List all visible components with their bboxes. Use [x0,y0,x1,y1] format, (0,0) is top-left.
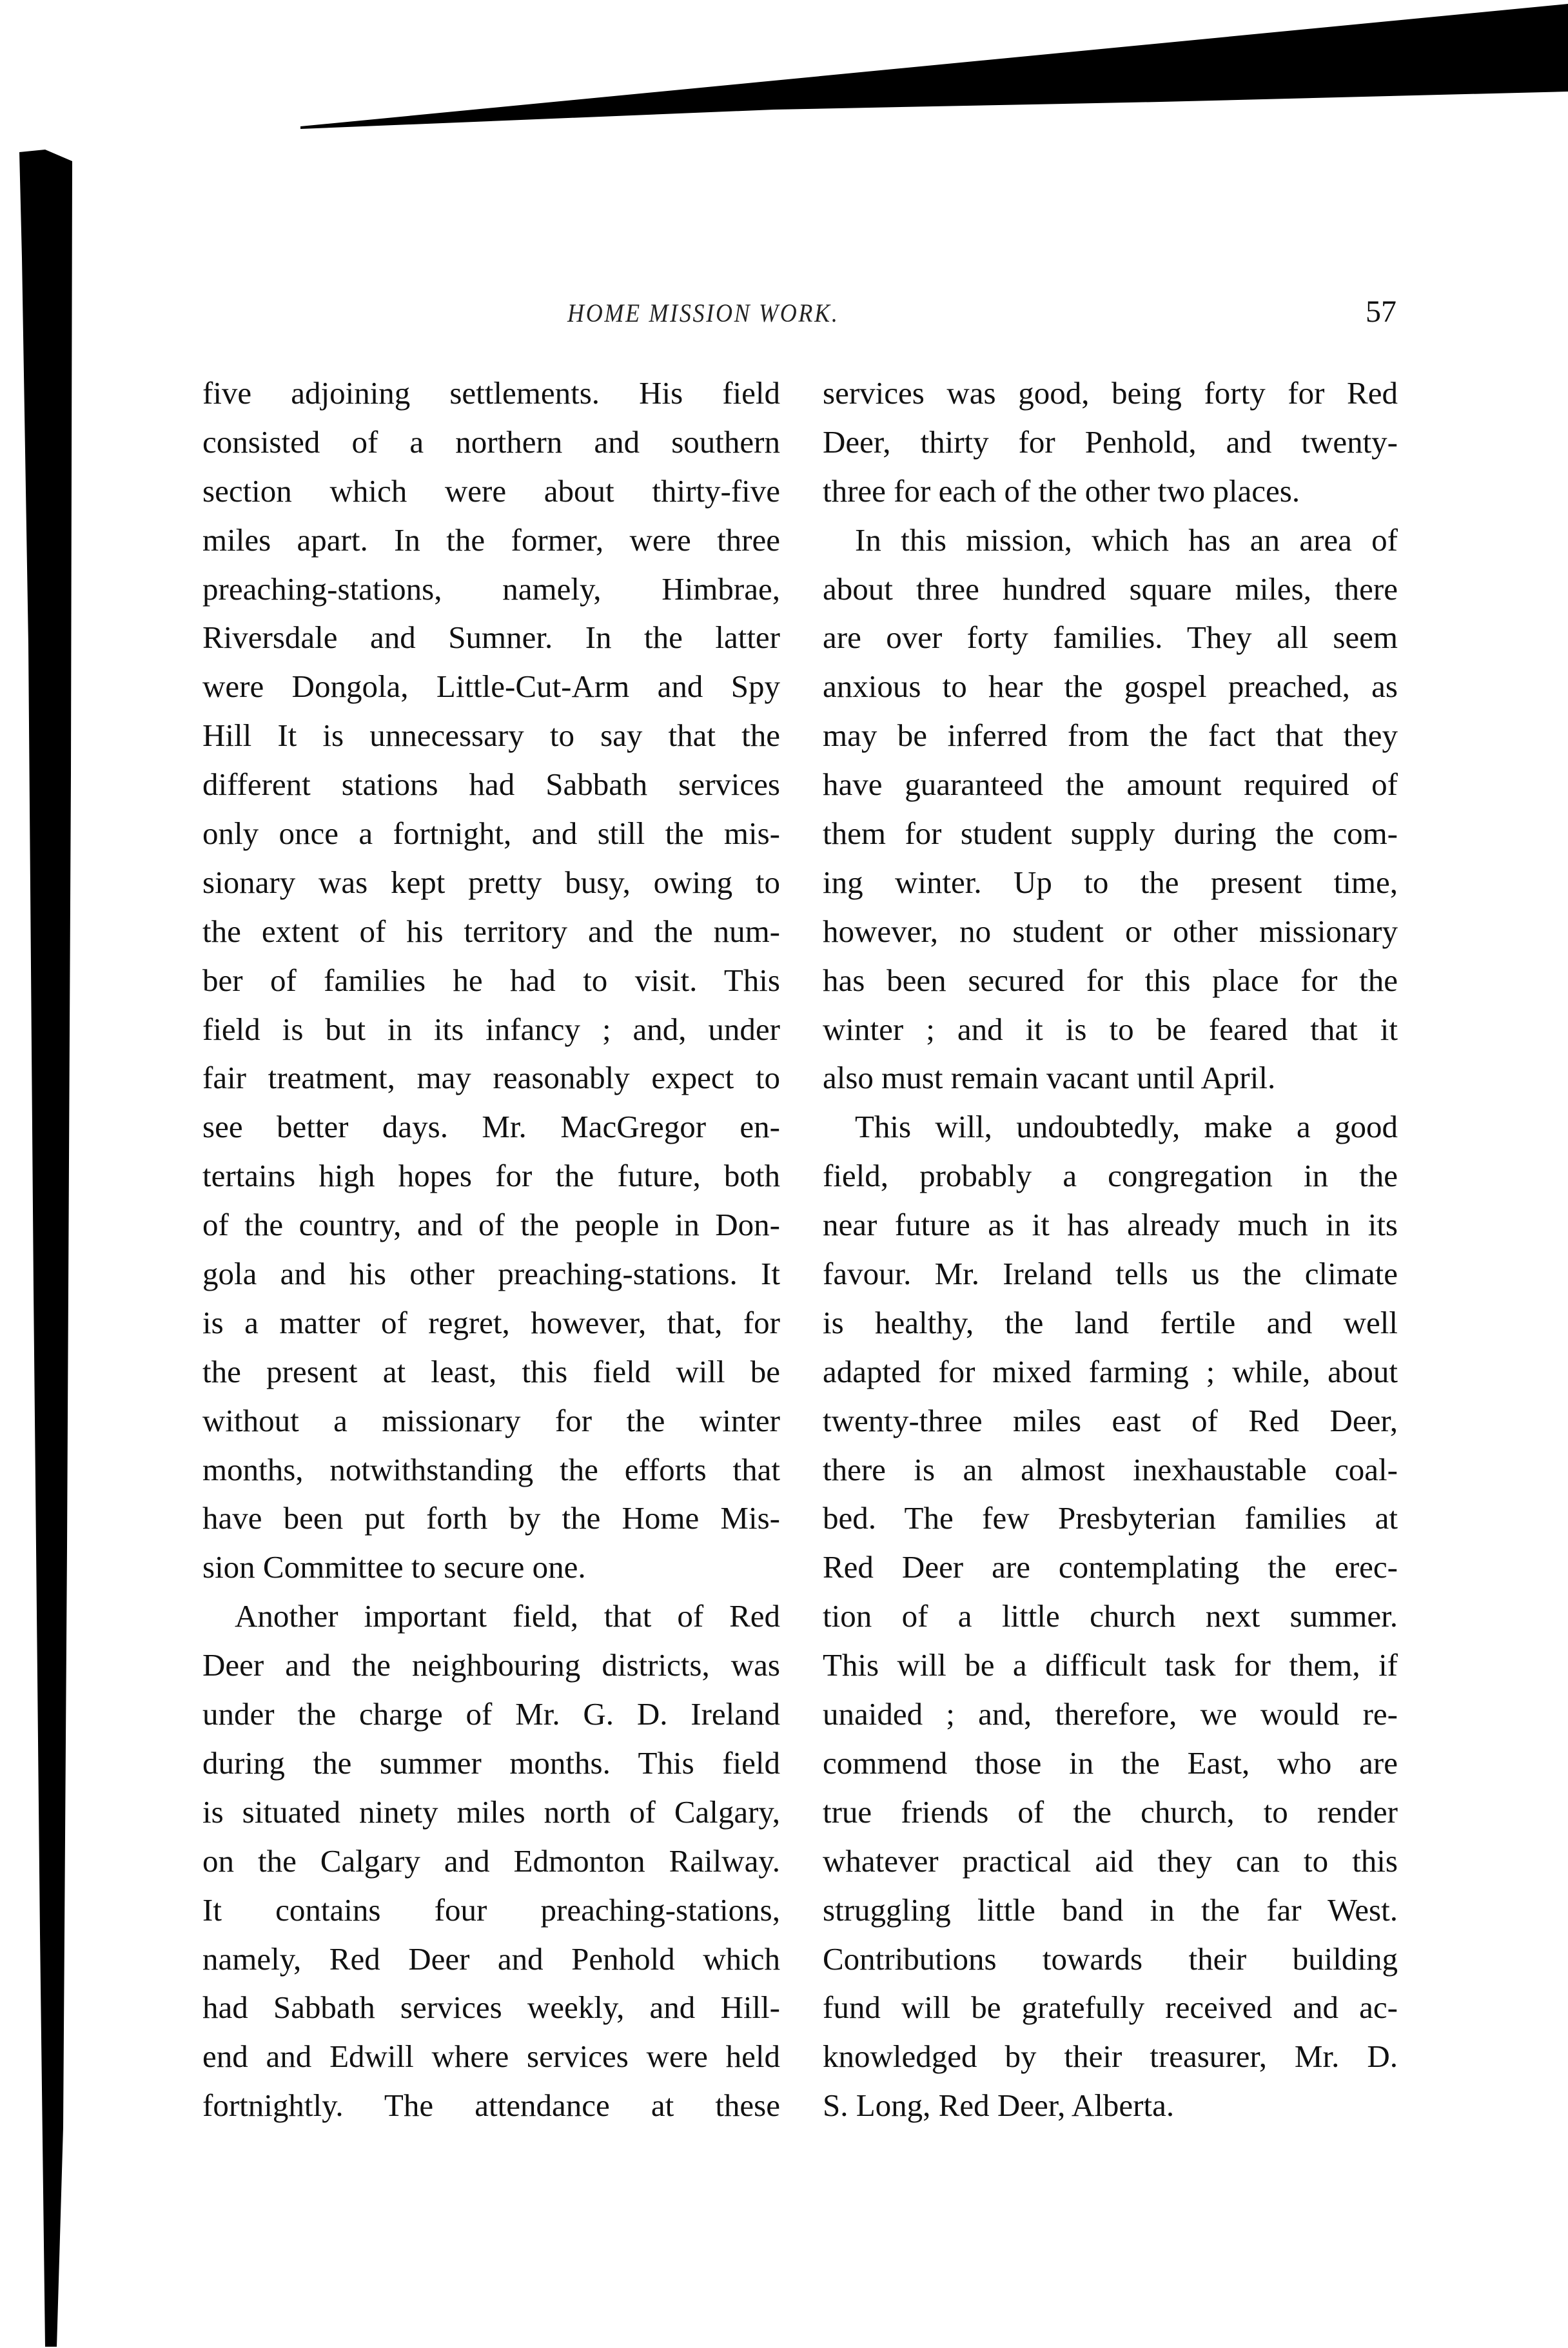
text-line: consisted of a northern and southern [202,424,780,460]
text-line: have guaranteed the amount required of [823,767,1398,803]
text-line: favour. Mr. Ireland tells us the climate [823,1256,1398,1292]
text-line: however, no student or other missionary [823,913,1398,949]
running-title: HOME MISSION WORK. [567,298,839,328]
text-line: section which were about thirty-five [202,473,780,509]
text-line: preaching-stations, namely, Himbrae, [202,571,780,607]
top-binding-shadow [300,4,1568,129]
text-line: them for student supply during the com- [823,816,1398,852]
text-line: fortnightly. The attendance at these [202,2088,780,2124]
text-line: services was good, being forty for Red [823,375,1398,411]
page-number: 57 [1366,295,1396,329]
text-line: knowledged by their treasurer, Mr. D. [823,2039,1398,2075]
text-line: sionary was kept pretty busy, owing to [202,864,780,900]
text-line: near future as it has already much in its [823,1207,1398,1243]
text-line: field is but in its infancy ; and, under [202,1011,780,1047]
text-line: during the summer months. This field [202,1745,780,1781]
text-line: months, notwithstanding the efforts that [202,1451,780,1487]
text-line: end and Edwill where services were held [202,2039,780,2075]
text-line: This will be a difficult task for them, if [823,1647,1398,1683]
text-line: ber of families he had to visit. This [202,962,780,998]
text-line: there is an almost inexhaustable coal- [823,1451,1398,1487]
text-line: is a matter of regret, however, that, for [202,1304,780,1340]
left-text-column [202,373,780,2134]
text-line: three for each of the other two places. [823,473,1300,509]
text-line: has been secured for this place for the [823,962,1398,998]
text-line: namely, Red Deer and Penhold which [202,1941,780,1977]
text-line: miles apart. In the former, were three [202,522,780,558]
text-line: S. Long, Red Deer, Alberta. [823,2088,1175,2124]
text-line: bed. The few Presbyterian families at [823,1500,1398,1536]
text-line: whatever practical aid they can to this [823,1843,1398,1879]
text-line: have been put forth by the Home Mis- [202,1500,780,1536]
text-line: Hill It is unnecessary to say that the [202,718,780,754]
text-line: is situated ninety miles north of Calgary, [202,1794,780,1830]
text-line: also must remain vacant until April. [823,1060,1276,1096]
text-line: Red Deer are contemplating the erec- [823,1549,1398,1585]
text-line: tertains high hopes for the future, both [202,1158,780,1194]
text-line: the present at least, this field will be [202,1353,780,1389]
text-line: commend those in the East, who are [823,1745,1398,1781]
text-line: the extent of his territory and the num- [202,913,780,949]
text-line: on the Calgary and Edmonton Railway. [202,1843,780,1879]
text-line: It contains four preaching-stations, [202,1892,780,1928]
text-line: fund will be gratefully received and ac- [823,1990,1398,2026]
text-line: different stations had Sabbath services [202,767,780,803]
text-line: about three hundred square miles, there [823,571,1398,607]
left-binding-shadow [19,150,72,2347]
text-line: see better days. Mr. MacGregor en- [202,1109,780,1145]
text-line: Deer, thirty for Penhold, and twenty- [823,424,1398,460]
text-line: Riversdale and Sumner. In the latter [202,620,780,656]
text-line: sion Committee to secure one. [202,1549,586,1585]
text-line: fair treatment, may reasonably expect to [202,1060,780,1096]
text-line: unaided ; and, therefore, we would re- [823,1696,1398,1732]
text-line: In this mission, which has an area of [855,522,1398,558]
text-line: anxious to hear the gospel preached, as [823,669,1398,705]
text-line: Contributions towards their building [823,1941,1398,1977]
text-line: without a missionary for the winter [202,1402,780,1438]
text-line: tion of a little church next summer. [823,1598,1398,1634]
text-line: is healthy, the land fertile and well [823,1304,1398,1340]
text-line: field, probably a congregation in the [823,1158,1398,1194]
text-line: only once a fortnight, and still the mis- [202,816,780,852]
text-line: under the charge of Mr. G. D. Ireland [202,1696,780,1732]
text-line: Another important field, that of Red [235,1598,780,1634]
text-line: five adjoining settlements. His field [202,375,780,411]
text-line: may be inferred from the fact that they [823,718,1398,754]
text-line: This will, undoubtedly, make a good [855,1109,1398,1145]
text-line: struggling little band in the far West. [823,1892,1398,1928]
text-line: adapted for mixed farming ; while, about [823,1353,1398,1389]
right-text-column [823,373,1398,2134]
text-line: true friends of the church, to render [823,1794,1398,1830]
text-line: twenty-three miles east of Red Deer, [823,1402,1398,1438]
text-line: Deer and the neighbouring districts, was [202,1647,780,1683]
text-line: were Dongola, Little-Cut-Arm and Spy [202,669,780,705]
text-line: winter ; and it is to be feared that it [823,1011,1398,1047]
text-line: gola and his other preaching-stations. It [202,1256,780,1292]
text-line: are over forty families. They all seem [823,620,1398,656]
text-line: had Sabbath services weekly, and Hill- [202,1990,780,2026]
text-line: ing winter. Up to the present time, [823,864,1398,900]
text-line: of the country, and of the people in Don- [202,1207,780,1243]
